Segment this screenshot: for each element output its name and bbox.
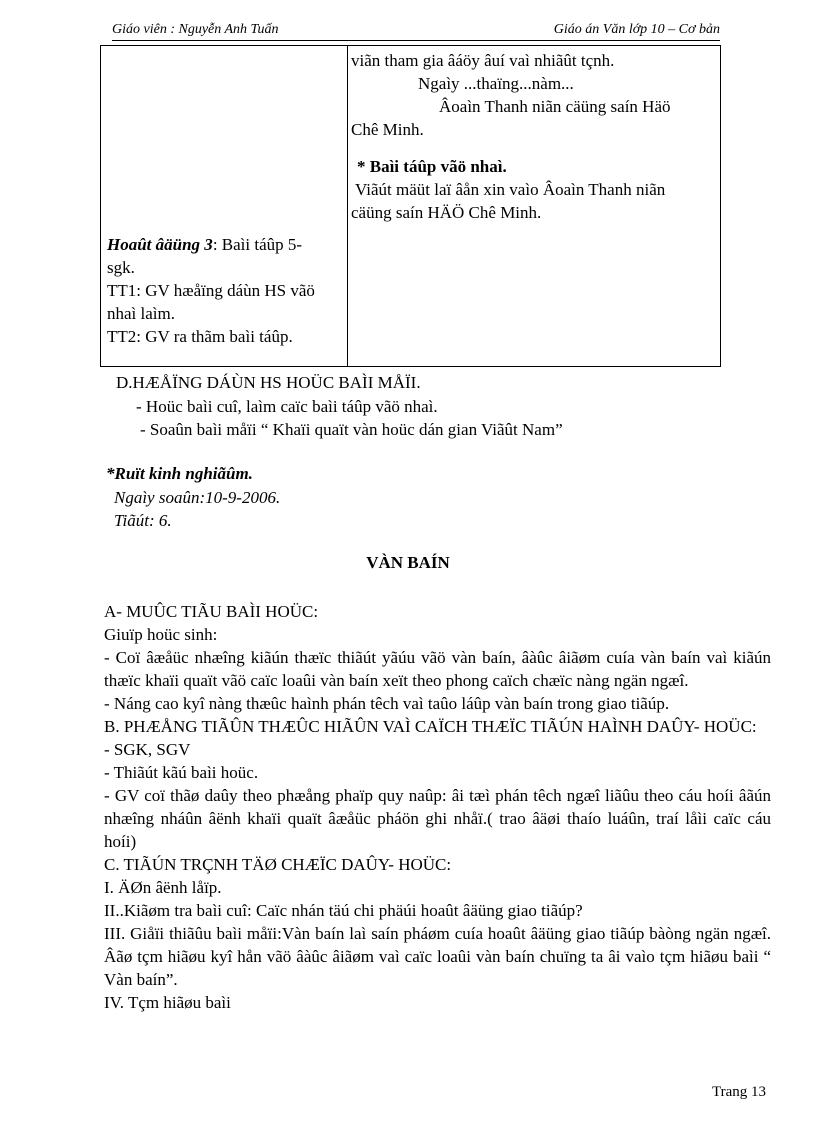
procedure-step-1: I. ÄØn âënh låïp.	[104, 878, 222, 897]
left-line-5: TT2: GV ra thãm baìi táûp.	[107, 327, 293, 346]
page-header	[112, 20, 720, 41]
left-line-3: TT1: GV hæåïng dáùn HS vãö	[107, 281, 315, 300]
lesson-title: VÀN BAÍN	[366, 553, 450, 572]
activity-label: Hoaût âäüng 3	[107, 235, 213, 254]
procedure-step-2: II..Kiãøm tra baìi cuî: Caïc nhán täú chi phäúi hoaût âäüng giao tiãúp?	[104, 901, 583, 920]
procedure-title: C. TIÃÚN TRÇNH TÄØ CHÆÏC DAÛY- HOÜC:	[104, 855, 452, 874]
section-d-item-1: - Hoüc baìi cuî, laìm caïc baìi táûp vãö nhaì.	[136, 397, 438, 416]
header-teacher: Giáo viên : Nguyễn Anh Tuấn	[112, 22, 279, 37]
table-right-cell	[351, 49, 715, 224]
right-line-3: Âoaìn Thanh niãn cäüng saín Häö	[439, 97, 671, 116]
left-line-2: sgk.	[107, 258, 135, 277]
procedure-step-3: III. Giåïi thiãûu baìi måïi:Vàn baín laì saín pháøm cuía hoaût âäüng giao tiãúp bàòng ngän ngæî. Âãø tçm hiãøu kyî hån vãö âàûc âiãøm vaì caïc loaûi vàn baín chuïng ta âi vaìo tçm hiãøu baìi “ Vàn baín”.	[104, 924, 771, 989]
left-line-4: nhaì laìm.	[107, 304, 175, 323]
methods-title: B. PHÆÅNG TIÃÛN THÆÛC HIÃÛN VAÌ CAÏCH THÆÏC TIÃÚN HAÌNH DAÛY- HOÜC:	[104, 717, 757, 736]
table-divider	[347, 46, 348, 366]
objective-2: - Náng cao kyî nàng thæûc haình phán têch vaì taûo láûp vàn baín trong giao tiãúp.	[104, 694, 670, 713]
procedure-step-4: IV. Tçm hiãøu baìi	[104, 993, 231, 1012]
objectives-intro: Giuïp hoüc sinh:	[104, 625, 218, 644]
homework-title: * Baìi táûp vãö nhaì.	[357, 157, 507, 176]
right-line-1: viãn tham gia âáöy âuí vaì nhiãût tçnh.	[351, 51, 615, 70]
objective-1: - Coï âæåüc nhæîng kiãún thæïc thiãút yãúu vãö vàn baín, âàûc âiãøm cuía vàn baín vaì kiãún thæïc khaïi quaït vãö caïc loaûi vàn baín xeït theo phong caïch chæïc nàng ngän ngæî.	[104, 648, 771, 690]
table-left-cell	[107, 233, 347, 348]
homework-line-1: Viãút mäüt laï âån xin vaìo Âoaìn Thanh niãn	[355, 180, 666, 199]
header-subject: Giáo án Văn lớp 10 – Cơ bản	[553, 22, 720, 37]
page-number: Trang 13	[712, 1084, 767, 1100]
lesson-body	[104, 600, 771, 1014]
right-line-2: Ngaìy ...thaïng...nàm...	[418, 74, 574, 93]
lesson-table	[100, 45, 721, 367]
prep-date: Ngaìy soaûn:10-9-2006.	[114, 488, 281, 507]
section-d-title: D.HÆÅÏNG DÁÙN HS HOÜC BAÌI MÅÏI.	[116, 373, 421, 392]
objectives-title: A- MUÛC TIÃU BAÌI HOÜC:	[104, 602, 319, 621]
homework-line-2: cäüng saín HÄÖ Chê Minh.	[351, 203, 542, 222]
experience-note: *Ruït kinh nghiãûm.	[106, 464, 253, 483]
activity-rest: : Baìi táûp 5-	[212, 235, 303, 254]
period-number: Tiãút: 6.	[114, 511, 172, 530]
methods-item-1: - SGK, SGV	[104, 740, 191, 759]
methods-item-2: - Thiãút kãú baìi hoüc.	[104, 763, 259, 782]
section-d-item-2: - Soaûn baìi måïi “ Khaïi quaït vàn hoüc dán gian Viãût Nam”	[140, 420, 563, 439]
right-line-4: Chê Minh.	[351, 120, 424, 139]
methods-item-3: - GV coï thãø daûy theo phæång phaïp quy naûp: âi tæì phán têch ngæî liãûu theo cáu hoíi âãún nhæîng nháûn âënh khaïi quaït âæåüc pháön ghi nhåï.( trao âäøi thaío luáûn, traí låìi caïc cáu hoíi)	[104, 786, 771, 851]
